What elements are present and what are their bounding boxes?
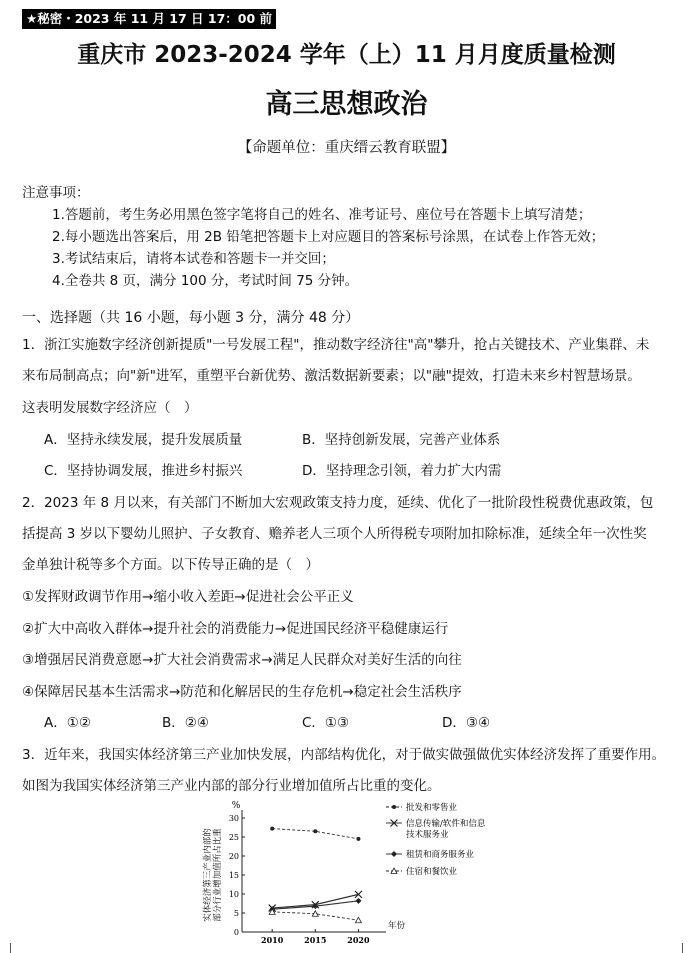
legend-label: 批发和零售业 [406,803,458,813]
legend-label: 租赁和商务服务业 [406,850,475,860]
y-tick-label: 20 [228,852,239,861]
data-point [392,805,396,809]
subject-title: 高三思想政治 [265,89,428,120]
q2-option-c: C．①③ [302,715,350,731]
q1-line: 1．浙江实施数字经济创新提质"一号发展工程"，推动数字经济往"高"攀升，抢占关键技术、产业集群、未 [22,337,650,353]
corner-mark [0,943,11,953]
secret-tag: ★秘密・2023 年 11 月 17 日 17：00 前 [22,9,276,29]
data-point [313,829,317,833]
notice-item: 4.全卷共 8 页，满分 100 分，考试时间 75 分钟。 [52,273,359,289]
q1-line: 这表明发展数字经济应（ ） [22,400,198,416]
data-point [355,917,361,923]
y-tick-label: 10 [228,890,239,899]
notice-item: 2.每小题选出答案后，用 2B 铅笔把答题卡上对应题目的答案标号涂黑，在试卷上作答无效； [52,229,605,245]
q2-line: 2．2023 年 8 月以来，有关部门不断加大宏观政策支持力度，延续、优化了一批阶段性税费优惠政策，包 [22,495,654,511]
data-point [355,898,361,904]
q2-line: 括提高 3 岁以下婴幼儿照护、子女教育、赡养老人三项个人所得税专项附加扣除标准，延续全年一次性奖 [22,526,647,542]
y-tick-label: 5 [233,909,239,918]
q3-line: 如图为我国实体经济第三产业内部的部分行业增加值所占比重的变化。 [22,778,441,794]
x-tick-label: 2015 [304,935,327,945]
x-tick-label: 2020 [347,935,370,945]
exam-title: 重庆市 2023-2024 学年（上）11 月月度质量检测 [77,42,616,68]
notice-item: 3.考试结束后，请将本试卷和答题卡一并交回； [52,251,335,267]
legend-label: 住宿和餐饮业 [406,867,458,877]
data-point [270,827,274,831]
y-axis-label: 实体经济第三产业内部的 [203,828,213,922]
corner-mark [682,943,693,953]
q1-option-b: B．坚持创新发展，完善产业体系 [302,432,501,448]
notice-item: 1.答题前，考生务必用黑色签字笔将自己的姓名、准考证号、座位号在答题卡上填写清楚； [52,207,592,223]
industry-share-chart [200,796,500,948]
q2-option-d: D．③④ [442,715,491,731]
x-axis-label: 年份 [388,921,406,931]
notice-heading: 注意事项： [22,185,90,201]
legend-label: 信息传输/软件和信息 [406,819,486,829]
data-point [391,851,397,857]
q2-statement: ③增强居民消费意愿→扩大社会消费需求→满足人民群众对美好生活的向往 [22,652,462,668]
q3-line: 3．近年来，我国实体经济第三产业加快发展，内部结构优化，对于做实做强做优实体经济发挥了重要作用。 [22,747,666,763]
q2-statement: ②扩大中高收入群体→提升社会的消费能力→促进国民经济平稳健康运行 [22,621,449,637]
section-heading: 一、选择题（共 16 小题，每小题 3 分，满分 48 分） [22,310,360,326]
author-unit: 【命题单位：重庆缙云教育联盟】 [237,140,456,156]
q2-option-a: A．①② [44,715,91,731]
q2-statement: ①发挥财政调节作用→缩小收入差距→促进社会公平正义 [22,589,354,605]
data-point [356,837,360,841]
y-tick-label: 0 [233,928,239,937]
y-tick-label: 25 [228,833,239,842]
y-tick-label: 15 [228,871,239,880]
x-tick-label: 2010 [261,935,284,945]
y-tick-label: 30 [228,814,239,823]
q2-line: 金单独计税等多个方面。以下传导正确的是（ ） [22,557,319,573]
legend-label: 技术服务业 [406,830,449,840]
q2-option-b: B．②④ [162,715,209,731]
q1-option-a: A．坚持永续发展，提升发展质量 [44,432,243,448]
y-axis-label: 部分行业增加值所占比重 [213,828,223,922]
q2-statement: ④保障居民基本生活需求→防范和化解居民的生存危机→稳定社会生活秩序 [22,684,462,700]
q1-line: 来布局制高点；向"新"进军，重塑平台新优势、激活数据新要素；以"融"提效，打造未来乡村智慧场景。 [22,368,641,384]
q1-option-d: D．坚持理念引领，着力扩大内需 [302,463,502,479]
y-unit-label: % [231,801,241,811]
q1-option-c: C．坚持协调发展，推进乡村振兴 [44,463,243,479]
